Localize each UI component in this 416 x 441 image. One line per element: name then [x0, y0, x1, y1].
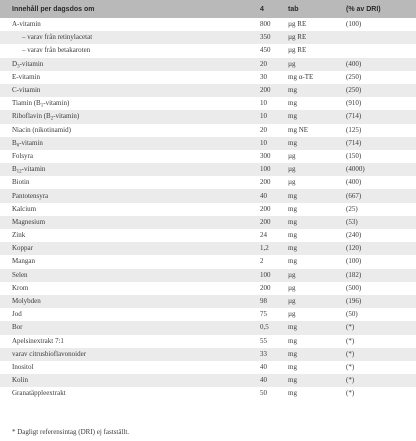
table-row [0, 255, 416, 268]
nutrient-dri: (714) [346, 112, 362, 121]
nutrient-amount: 98 [260, 297, 267, 306]
nutrient-dri: (53) [346, 217, 358, 226]
nutrient-name: Pantotensyra [12, 191, 49, 200]
nutrient-amount: 100 [260, 165, 271, 174]
nutrient-amount: 10 [260, 138, 267, 147]
nutrient-name: $B_6$-vitamin [12, 138, 43, 149]
nutrient-unit: mg [288, 138, 297, 147]
nutrient-amount: 200 [260, 217, 271, 226]
nutrient-unit: mg [288, 349, 297, 358]
nutrient-dri: (25) [346, 204, 358, 213]
nutrient-name: – varav från betakaroten [22, 46, 91, 55]
table-row [0, 361, 416, 374]
nutrient-amount: 10 [260, 112, 267, 121]
nutrient-dri: (714) [346, 138, 362, 147]
nutrient-dri: (*) [346, 349, 355, 358]
header-content-per-dose: Innehåll per dagsdos om [12, 5, 95, 13]
table-row [0, 189, 416, 202]
nutrient-name: Koppar [12, 244, 33, 253]
nutrient-dri: (400) [346, 178, 362, 187]
nutrient-unit: mg [288, 376, 297, 385]
nutrient-dri: (250) [346, 72, 362, 81]
nutrient-name: A-vitamin [12, 20, 41, 29]
header-dri-percent: (% av DRI) [346, 5, 381, 13]
table-row [0, 124, 416, 137]
nutrient-dri: (196) [346, 297, 362, 306]
table-row [0, 242, 416, 255]
nutrient-dri: (667) [346, 191, 362, 200]
footnote: * Dagligt referensintag (DRI) ej fastställt. [12, 428, 130, 436]
nutrient-name: Biotin [12, 178, 30, 187]
nutrient-amount: 40 [260, 191, 267, 200]
nutrient-name: $D_3$-vitamin [12, 59, 44, 70]
nutrient-name: Krom [12, 283, 29, 292]
nutrient-dri: (*) [346, 376, 355, 385]
table-row [0, 44, 416, 57]
nutrient-amount: 33 [260, 349, 267, 358]
nutrient-unit: µg [288, 151, 296, 160]
nutrient-dri: (910) [346, 99, 362, 108]
nutrient-amount: 55 [260, 336, 267, 345]
table-row [0, 229, 416, 242]
nutrient-unit: mg [288, 191, 297, 200]
nutrient-dri: (100) [346, 257, 362, 266]
nutrient-name: Inositol [12, 362, 34, 371]
nutrient-dri: (100) [346, 20, 362, 29]
nutrient-amount: 2 [260, 257, 264, 266]
nutrient-name: Bor [12, 323, 23, 332]
nutrient-name: E-vitamin [12, 72, 40, 81]
nutrient-name: Zink [12, 231, 26, 240]
nutrient-unit: µg RE [288, 33, 307, 42]
nutrient-dri: (120) [346, 244, 362, 253]
nutrient-amount: 350 [260, 33, 271, 42]
nutrient-name: Magnesium [12, 217, 46, 226]
nutrient-dri: (150) [346, 151, 362, 160]
nutrient-amount: 24 [260, 231, 267, 240]
nutrient-amount: 200 [260, 86, 271, 95]
table-row [0, 335, 416, 348]
nutrient-unit: mg [288, 323, 297, 332]
nutrient-amount: 200 [260, 283, 271, 292]
nutrient-name: Mangan [12, 257, 35, 266]
nutrient-unit: µg [288, 165, 296, 174]
nutrient-amount: 200 [260, 204, 271, 213]
nutrient-name: Molybden [12, 297, 41, 306]
nutrient-amount: 20 [260, 59, 267, 68]
nutrient-dri: (4000) [346, 165, 365, 174]
table-row [0, 58, 416, 71]
nutrient-dri: (*) [346, 323, 355, 332]
nutrient-name: C-vitamin [12, 86, 41, 95]
table-row [0, 176, 416, 189]
table-row [0, 203, 416, 216]
nutrient-unit: µg [288, 178, 296, 187]
nutrient-name: Kolin [12, 376, 28, 385]
nutrient-unit: mg [288, 231, 297, 240]
nutrient-unit: mg [288, 389, 297, 398]
nutrient-unit: mg [288, 99, 297, 108]
nutrient-dri: (250) [346, 86, 362, 95]
nutrient-dri [346, 31, 416, 44]
table-row [0, 150, 416, 163]
table-row [0, 31, 416, 44]
nutrient-amount: 800 [260, 20, 271, 29]
nutrient-unit: µg [288, 270, 296, 279]
nutrient-name: varav citrusbioflavonoider [12, 349, 87, 358]
table-row [0, 387, 416, 400]
nutrient-amount: 450 [260, 46, 271, 55]
nutrient-amount: 200 [260, 178, 271, 187]
nutrient-unit: mg [288, 336, 297, 345]
table-row [0, 348, 416, 361]
nutrient-name: Niacin (nikotinamid) [12, 125, 71, 134]
table-row [0, 295, 416, 308]
nutrient-unit: mg [288, 112, 297, 121]
nutrient-name: $B_{12}$-vitamin [12, 165, 46, 175]
nutrient-unit: mg [288, 362, 297, 371]
nutrient-dri: (125) [346, 125, 362, 134]
nutrient-dri: (500) [346, 283, 362, 292]
nutrient-unit: µg RE [288, 20, 307, 29]
table-row [0, 269, 416, 282]
nutrient-unit: mg [288, 217, 297, 226]
table-row [0, 216, 416, 229]
nutrient-unit: µg [288, 310, 296, 319]
nutrient-amount: 300 [260, 151, 271, 160]
nutrient-amount: 50 [260, 389, 267, 398]
table-row [0, 282, 416, 295]
nutrient-unit: mg [288, 86, 297, 95]
header-dose-count: 4 [260, 5, 264, 13]
table-row [0, 84, 416, 97]
nutrient-name: Tiamin $(B_1-vitamin)$ [12, 99, 70, 109]
nutrient-name: – varav från retinylacetat [22, 33, 93, 42]
nutrient-dri: (*) [346, 336, 355, 345]
header-unit: tab [288, 5, 299, 13]
nutrient-amount: 40 [260, 362, 267, 371]
table-row [0, 97, 416, 110]
nutrient-amount: 40 [260, 376, 267, 385]
table-row [0, 71, 416, 84]
nutrient-name: Apelsinextrakt 7:1 [12, 336, 64, 345]
table-header [0, 0, 416, 18]
table-row [0, 374, 416, 387]
nutrient-dri: (*) [346, 362, 355, 371]
nutrient-amount: 1,2 [260, 244, 269, 253]
nutrient-name: Granatäppleextrakt [12, 389, 66, 398]
nutrient-amount: 30 [260, 72, 267, 81]
table-row [0, 137, 416, 150]
nutrient-unit: µg [288, 283, 296, 292]
nutrient-name: Selen [12, 270, 28, 279]
nutrient-amount: 100 [260, 270, 271, 279]
nutrient-dri: (400) [346, 59, 362, 68]
nutrient-dri: (240) [346, 231, 362, 240]
nutrient-unit: mg NE [288, 125, 309, 134]
table-row [0, 163, 416, 176]
nutrient-unit: µg RE [288, 46, 307, 55]
nutrient-unit: mg [288, 204, 297, 213]
nutrient-dri: (*) [346, 389, 355, 398]
nutrient-amount: 75 [260, 310, 267, 319]
table-row [0, 308, 416, 321]
nutrient-amount: 20 [260, 125, 267, 134]
nutrient-unit: mg α-TE [288, 72, 314, 81]
nutrient-dri: (182) [346, 270, 362, 279]
table-row [0, 18, 416, 31]
table-body [0, 18, 416, 400]
nutrient-name: Folsyra [12, 151, 33, 160]
header-row [0, 0, 416, 18]
table-row [0, 110, 416, 123]
nutrient-dri [346, 44, 416, 57]
nutrient-amount: 0,5 [260, 323, 269, 332]
nutrient-name: Jod [12, 310, 22, 319]
nutrient-name: Riboflavin $(B_2-vitamin)$ [12, 112, 80, 122]
nutrient-amount: 10 [260, 99, 267, 108]
nutrient-unit: µg [288, 59, 296, 68]
nutrient-unit: µg [288, 297, 296, 306]
nutrient-unit: mg [288, 257, 297, 266]
table-row [0, 321, 416, 334]
nutrient-name: Kalcium [12, 204, 37, 213]
nutrient-unit: mg [288, 244, 297, 253]
nutrient-dri: (50) [346, 310, 358, 319]
